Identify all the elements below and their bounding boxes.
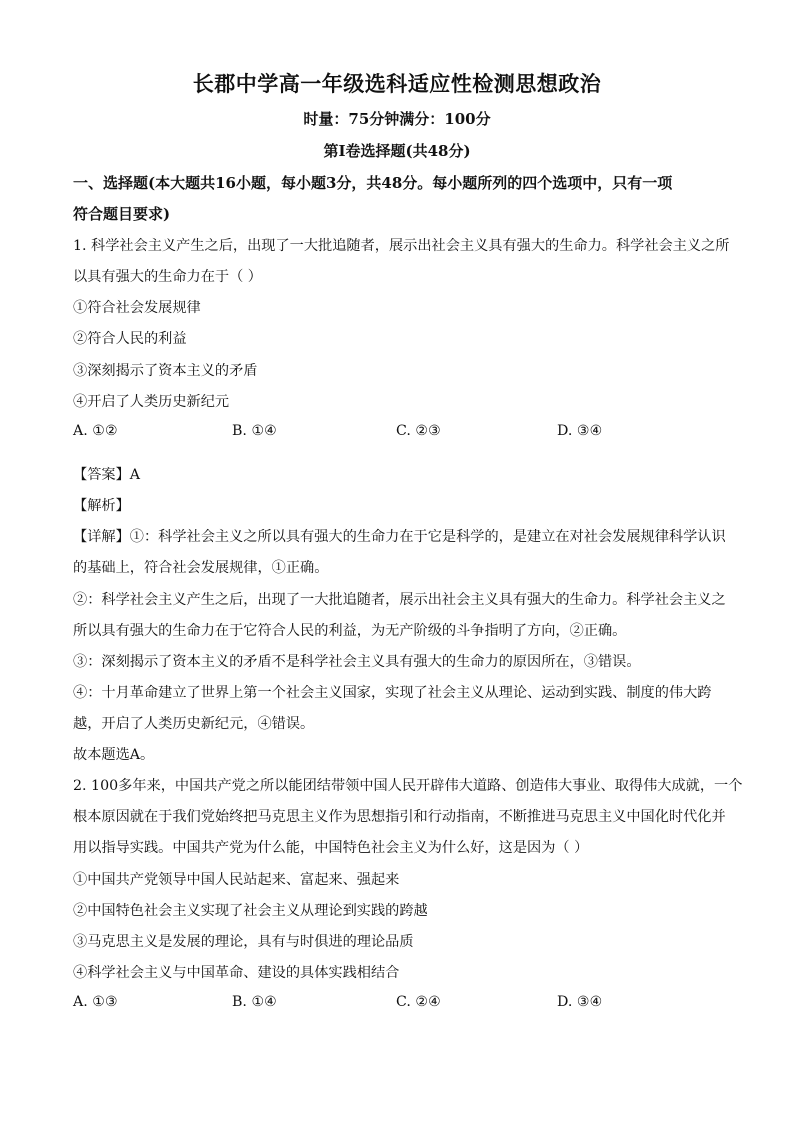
- q2-item-3: ③马克思主义是发展的理论，具有与时俱进的理论品质: [73, 934, 414, 950]
- q2-item-1: ①中国共产党领导中国人民站起来、富起来、强起来: [73, 872, 400, 888]
- q1-analysis-label: 【解析】: [73, 498, 130, 514]
- q2-stem-line2: 根本原因就在于我们党始终把马克思主义作为思想指引和行动指南，不断推进马克思主义中国化时代化并: [73, 809, 726, 825]
- part-title: 第I卷选择题(共48分): [323, 142, 471, 160]
- q1-analysis-line4: 所以具有强大的生命力在于它符合人民的利益，为无产阶级的斗争指明了方向，②正确。: [73, 623, 627, 639]
- q1-analysis-line3: ②：科学社会主义产生之后，出现了一大批追随者，展示出社会主义具有强大的生命力。科学社会主义之: [73, 592, 726, 608]
- q2-option-a: A. ①③: [73, 994, 118, 1010]
- q1-option-c: C. ②③: [396, 423, 441, 439]
- q2-item-4: ④科学社会主义与中国革命、建设的具体实践相结合: [73, 965, 400, 981]
- q1-analysis-line8: 故本题选A。: [73, 747, 155, 763]
- q2-option-b: B. ①④: [232, 994, 277, 1010]
- q1-answer: 【答案】A: [73, 467, 140, 483]
- q1-item-2: ②符合人民的利益: [73, 331, 187, 347]
- q1-item-4: ④开启了人类历史新纪元: [73, 394, 230, 410]
- document-title: 长郡中学高一年级选科适应性检测思想政治: [192, 71, 602, 96]
- q1-analysis-line7: 越，开启了人类历史新纪元，④错误。: [73, 716, 315, 732]
- section-heading-line2: 符合题目要求): [73, 205, 171, 223]
- exam-info: 时量：75分钟满分：100分: [303, 110, 491, 128]
- q1-option-a: A. ①②: [73, 423, 118, 439]
- q2-stem-line3: 用以指导实践。中国共产党为什么能，中国特色社会主义为什么好，这是因为（ ）: [73, 840, 589, 856]
- q1-analysis-line6: ④：十月革命建立了世界上第一个社会主义国家，实现了社会主义从理论、运动到实践、制度的伟大跨: [73, 685, 712, 701]
- q1-option-d: D. ③④: [557, 423, 603, 439]
- q2-stem-line1: 2. 100多年来，中国共产党之所以能团结带领中国人民开辟伟大道路、创造伟大事业、取得伟大成就，一个: [73, 778, 743, 794]
- q1-analysis-line1: 【详解】①：科学社会主义之所以具有强大的生命力在于它是科学的，是建立在对社会发展规律科学认识: [73, 529, 726, 545]
- section-heading-line1: 一、选择题(本大题共16小题，每小题3分，共48分。每小题所列的四个选项中，只有一项: [73, 174, 673, 192]
- q1-item-3: ③深刻揭示了资本主义的矛盾: [73, 363, 258, 379]
- q2-option-c: C. ②④: [396, 994, 441, 1010]
- q1-stem-line1: 1. 科学社会主义产生之后，出现了一大批追随者，展示出社会主义具有强大的生命力。科学社会主义之所: [73, 238, 730, 254]
- q2-item-2: ②中国特色社会主义实现了社会主义从理论到实践的跨越: [73, 903, 428, 919]
- q2-option-d: D. ③④: [557, 994, 603, 1010]
- q1-option-b: B. ①④: [232, 423, 277, 439]
- q1-analysis-line5: ③：深刻揭示了资本主义的矛盾不是科学社会主义具有强大的生命力的原因所在，③错误。: [73, 654, 641, 670]
- q1-item-1: ①符合社会发展规律: [73, 300, 201, 316]
- q1-stem-line2: 以具有强大的生命力在于（ ）: [73, 269, 262, 285]
- q1-analysis-line2: 的基础上，符合社会发展规律，①正确。: [73, 560, 329, 576]
